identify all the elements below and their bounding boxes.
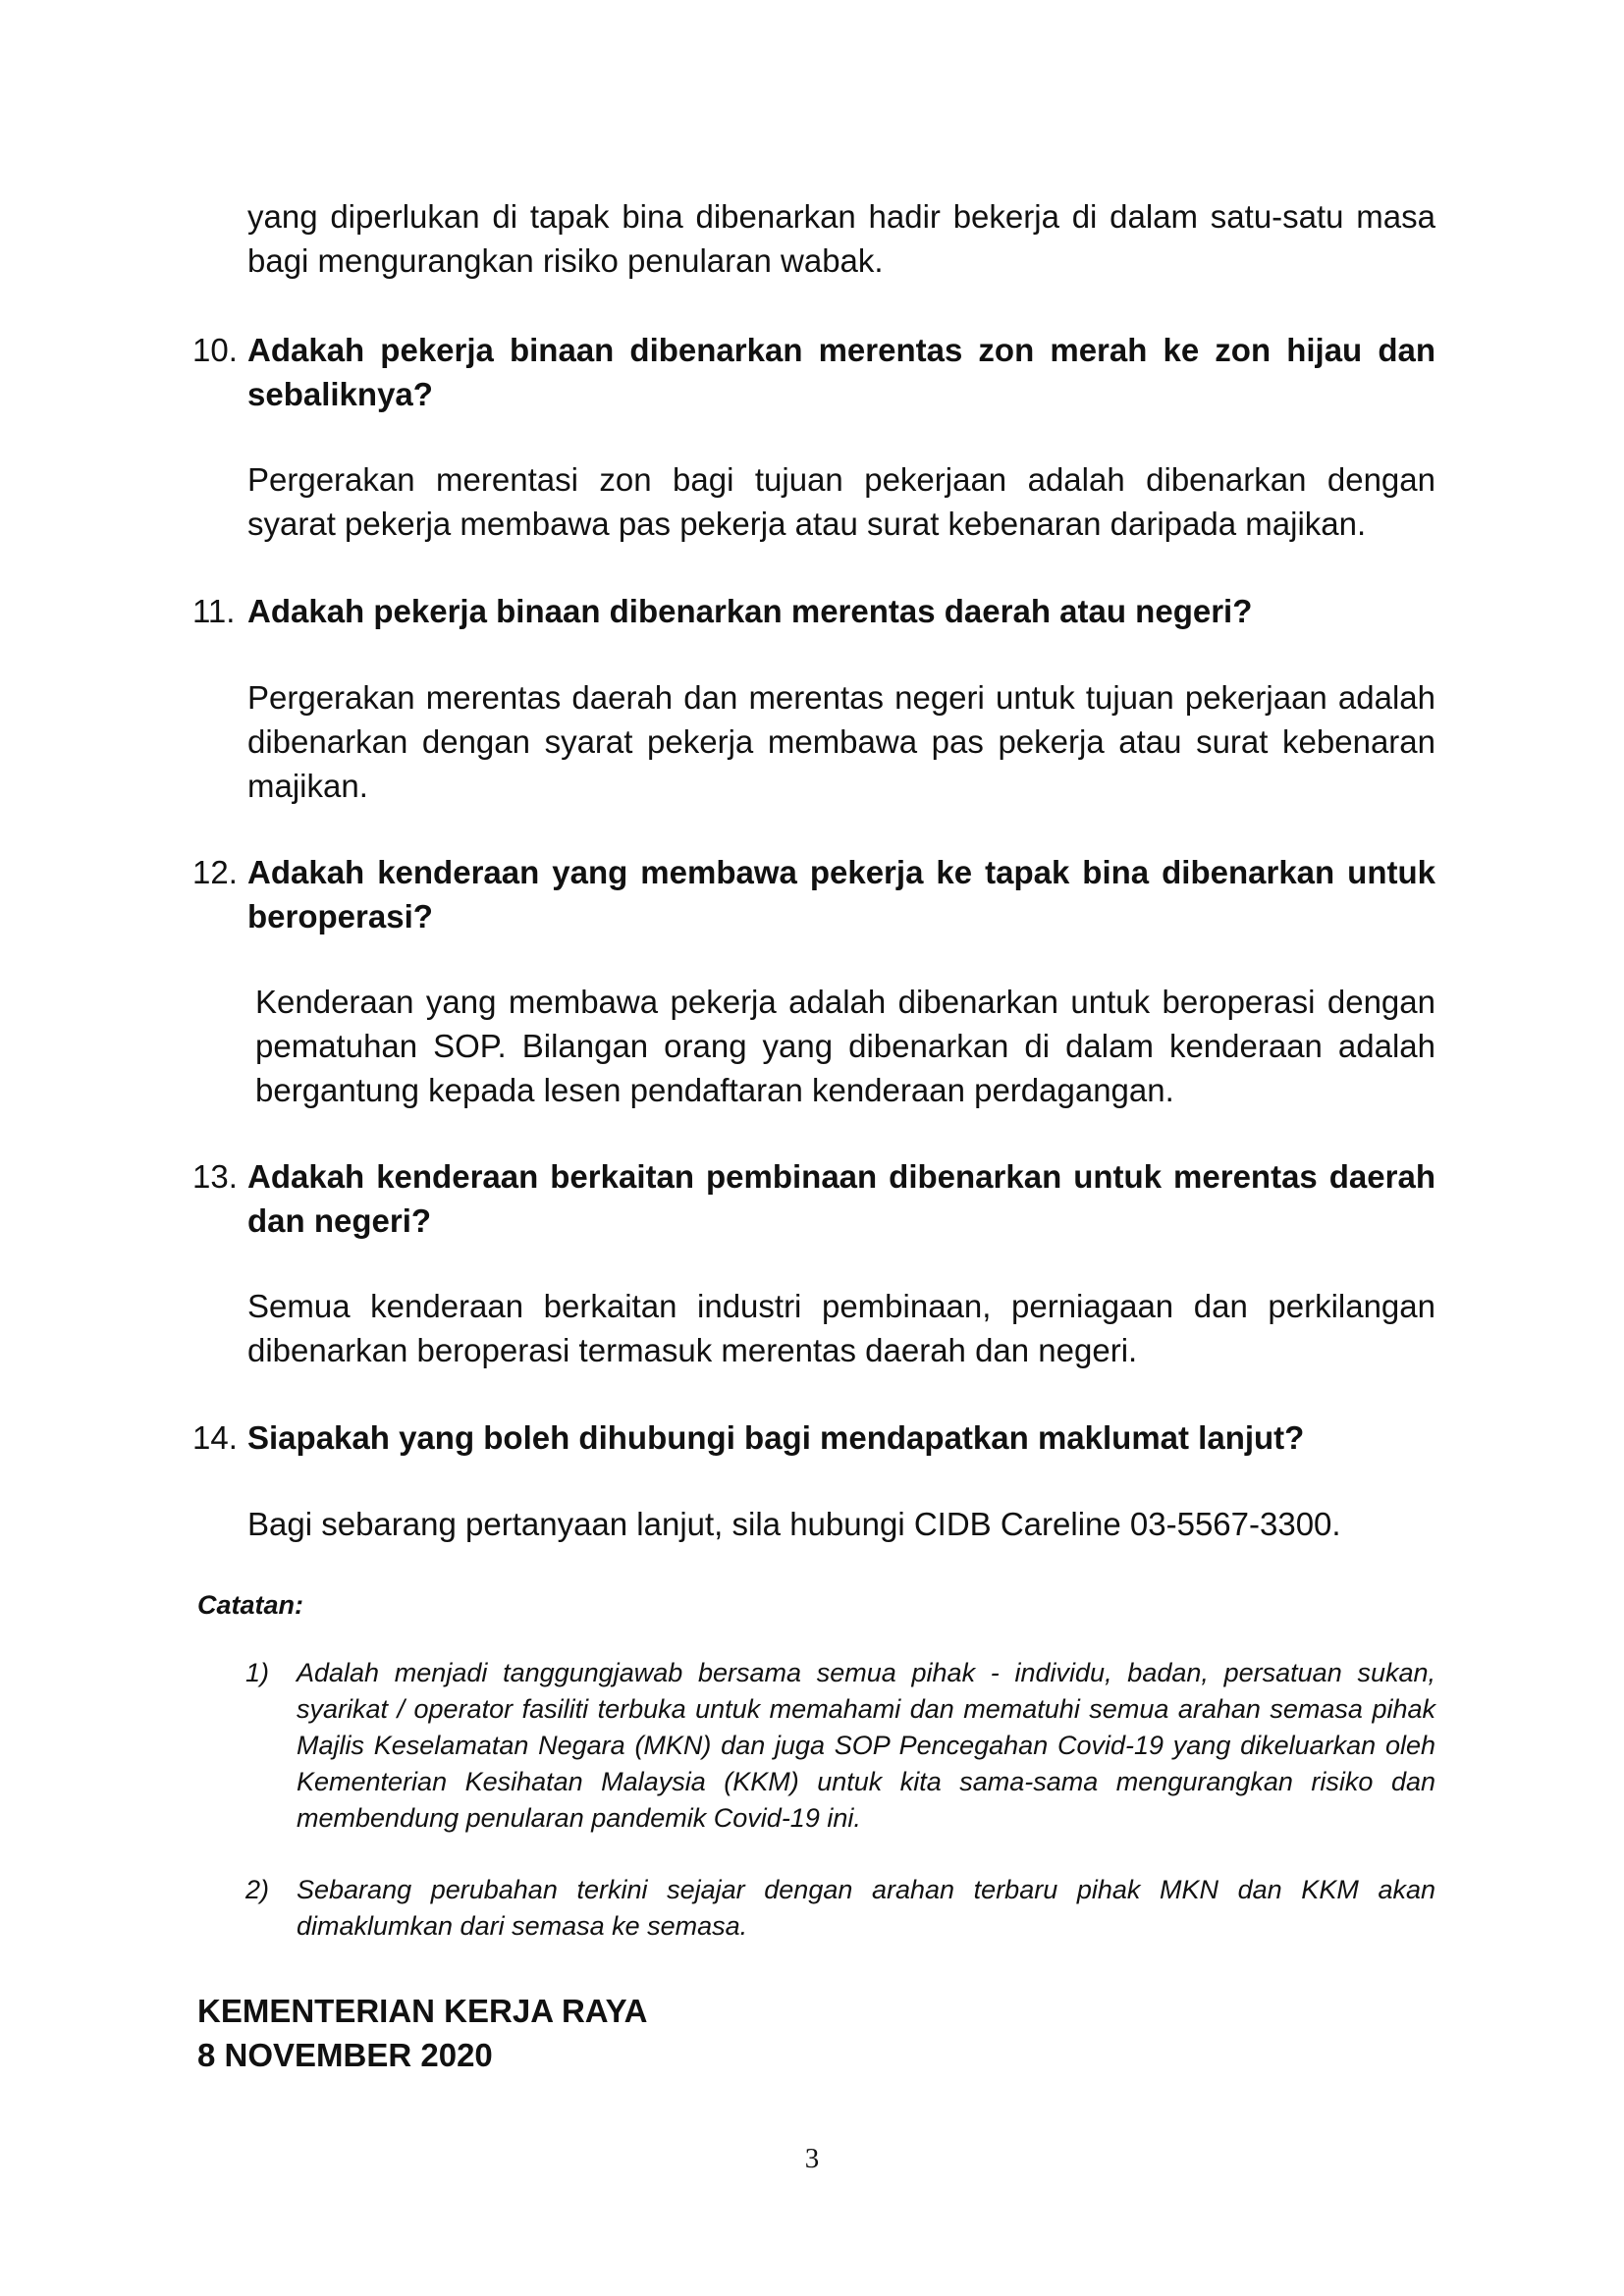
faq-answer-14: Bagi sebarang pertanyaan lanjut, sila hubungi CIDB Careline 03-5567-3300.	[247, 1506, 1341, 1542]
faq-question-12	[192, 850, 1435, 938]
note-text: Sebarang perubahan terkini sejajar dengan arahan terbaru pihak MKN dan KKM akan dimaklumkan dari semasa ke semasa.	[297, 1875, 1435, 1941]
faq-number: 13.	[192, 1158, 238, 1195]
page-number: 3	[804, 2143, 820, 2174]
intro-continuation: yang diperlukan di tapak bina dibenarkan hadir bekerja di dalam satu-satu masa bagi mengurangkan risiko penularan wabak.	[247, 198, 1435, 279]
footer-organization: KEMENTERIAN KERJA RAYA	[197, 1993, 648, 2029]
faq-question-text: Adakah kenderaan yang membawa pekerja ke tapak bina dibenarkan untuk beroperasi?	[247, 854, 1435, 934]
note-number: 1)	[245, 1658, 270, 1687]
faq-number: 14.	[192, 1419, 238, 1456]
faq-question-text: Adakah pekerja binaan dibenarkan merentas daerah atau negeri?	[247, 593, 1253, 629]
faq-question-text: Adakah pekerja binaan dibenarkan merentas zon merah ke zon hijau dan sebaliknya?	[247, 332, 1435, 412]
note-item-1	[245, 1655, 1435, 1837]
faq-question-13	[192, 1154, 1435, 1243]
faq-answer-11: Pergerakan merentas daerah dan merentas negeri untuk tujuan pekerjaan adalah dibenarkan dengan syarat pekerja membawa pas pekerja atau surat kebenaran majikan.	[247, 679, 1435, 804]
note-item-2	[245, 1872, 1435, 1945]
faq-question-text: Adakah kenderaan berkaitan pembinaan dibenarkan untuk merentas daerah dan negeri?	[247, 1158, 1435, 1239]
faq-question-10	[192, 328, 1435, 416]
faq-number: 10.	[192, 332, 238, 368]
faq-question-text: Siapakah yang boleh dihubungi bagi mendapatkan maklumat lanjut?	[247, 1419, 1305, 1456]
faq-question-11	[192, 589, 1435, 633]
faq-number: 12.	[192, 854, 238, 890]
faq-answer-10: Pergerakan merentasi zon bagi tujuan pekerjaan adalah dibenarkan dengan syarat pekerja membawa pas pekerja atau surat kebenaran daripada majikan.	[247, 461, 1435, 542]
note-text: Adalah menjadi tanggungjawab bersama semua pihak - individu, badan, persatuan sukan, syarikat / operator fasiliti terbuka untuk memahami dan mematuhi semua arahan semasa pihak Majlis Keselamatan Negara (MKN) dan juga SOP Pencegahan Covid-19 yang dikeluarkan oleh Kementerian Kesihatan Malaysia (KKM) untuk kita sama-sama mengurangkan risiko dan membendung penularan pandemik Covid-19 ini.	[297, 1658, 1435, 1833]
faq-question-14	[192, 1415, 1435, 1460]
faq-answer-12: Kenderaan yang membawa pekerja adalah dibenarkan untuk beroperasi dengan pematuhan SOP. Bilangan orang yang dibenarkan di dalam kenderaan adalah bergantung kepada lesen pendaftaran kenderaan perdagangan.	[255, 984, 1435, 1108]
footer-date: 8 NOVEMBER 2020	[197, 2037, 493, 2073]
note-number: 2)	[245, 1875, 270, 1904]
faq-answer-13: Semua kenderaan berkaitan industri pembinaan, perniagaan dan perkilangan dibenarkan beroperasi termasuk merentas daerah dan negeri.	[247, 1288, 1435, 1368]
notes-title: Catatan:	[197, 1590, 304, 1620]
faq-number: 11.	[192, 593, 236, 629]
